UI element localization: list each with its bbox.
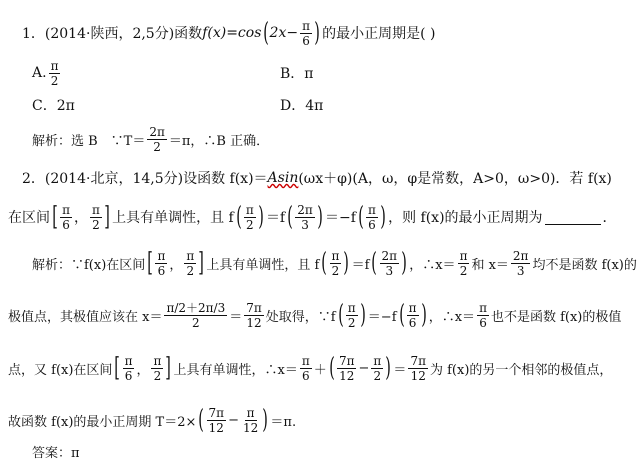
q2-solution-line4: 故函数 f(x)的最小正周期 T＝2× ( $\frac{7\pi}{12}$ − $\frac{\pi}{12}$ ) ＝π. [8,405,297,435]
q2-stem-line2: 在区间 [ $\frac{\pi}{6}$ ， $\frac{\pi}{2}$ ] 上具有单调性，且 f ( $\frac{\pi}{2}$ ) ＝f ( $\frac{2\pi}{3}$ ) ＝−f ( $\frac{\pi}{6}$ ) ，则 f(x)的最小正周期为 ． [8,202,617,232]
answer-blank [545,210,601,225]
q1-stem: 1．(2014·陕西，2,5分)函数 f(x)=cos ( 2x− $\frac{\pi}{6}$ ) 的最小正周期是( ) [22,18,436,48]
frac-midpoint: $\frac{\pi/2+2\pi/3}{2}$ [166,300,226,330]
q1-option-a: A. $\frac{\pi}{2}$ [32,58,59,88]
paren-left: ( [263,18,270,48]
q1-option-c: C．2π [32,98,75,114]
q2-solution-line1: 解析：∵f(x)在区间 [ $\frac{\pi}{6}$ ， $\frac{\pi}{2}$ ] 上具有单调性，且 f ( $\frac{\pi}{2}$ ) ＝f ( $\frac{2\pi}{3}$ ) ，∴x＝ $\frac{\pi}{2}$ 和 x＝ $\frac{2\pi}{3}$ 均不是函数 f(x)的 [32,248,637,278]
q1-solution: 解析：选 B ∵T＝ $\frac{2\pi}{2}$ ＝π，∴B 正确． [32,124,270,154]
q2-solution-line3: 点，又 f(x)在区间 [ $\frac{\pi}{6}$ ， $\frac{\pi}{2}$ ] 上具有单调性，∴x＝ $\frac{\pi}{6}$ ＋ ( $\frac{7\pi}{12}$ − $\frac{\pi}{2}$ ) ＝ $\frac{7\pi}{12}$ 为 f(x)的另一个相邻的极值点， [8,353,613,383]
q2-stem-line1: 2．(2014·北京，14,5分)设函数 f(x)＝ Asin (ωx＋φ)(A，ω，φ是常数，A>0，ω>0)．若 f(x) [22,170,612,187]
q2-solution-line2: 极值点，其极值应该在 x＝ $\frac{\pi/2+2\pi/3}{2}$ ＝ $\frac{7\pi}{12}$ 处取得，∵f ( $\frac{\pi}{2}$ ) ＝−f ( $\frac{\pi}{6}$ ) ，∴x＝ $\frac{\pi}{6}$ 也不是函数 f(x)的极值 [8,300,622,330]
q1-option-b: B．π [280,66,314,82]
q1-option-d: D．4π [280,98,324,114]
paren-right: ) [314,18,320,48]
q2-answer: 答案：π [32,445,80,461]
frac-pi-6: $\frac{\pi}{6}$ [302,18,310,48]
